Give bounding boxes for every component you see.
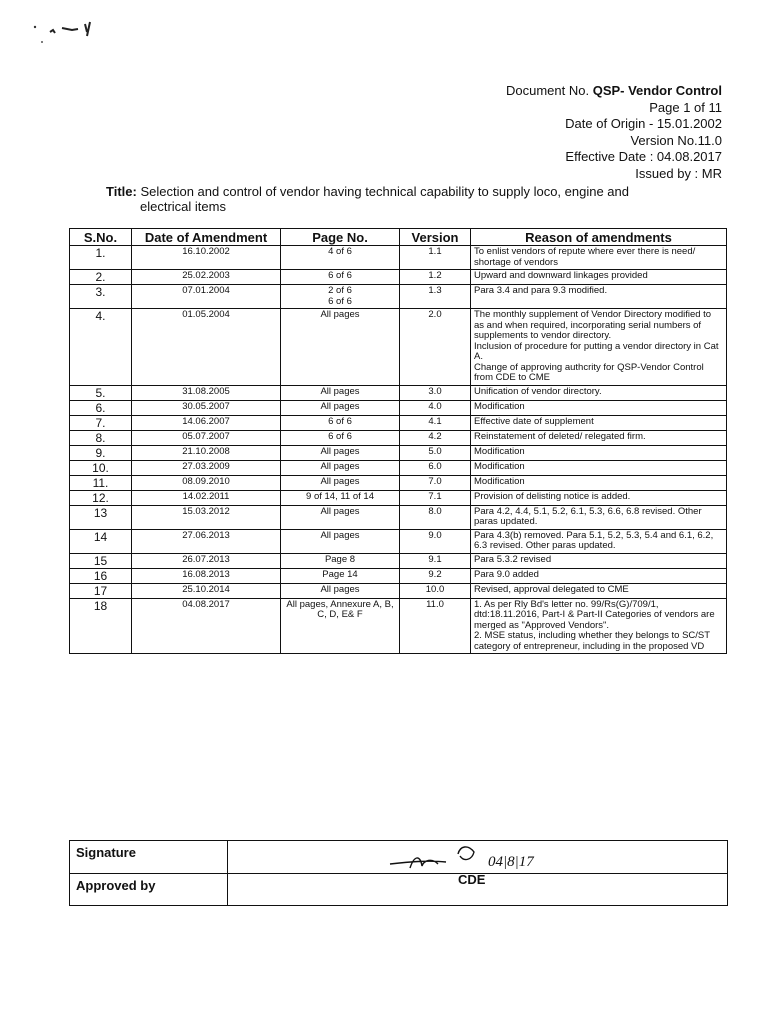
column-header-reason: Reason of amendments [471,229,727,246]
cell-page: All pages [281,400,400,415]
cell-reason: Effective date of supplement [471,415,727,430]
signature-date: 04|8|17 [488,854,534,870]
cell-page: All pages [281,583,400,598]
cell-page: All pages [281,529,400,553]
cell-sno: 13 [70,505,132,529]
signature-divider [227,841,228,905]
cell-version: 5.0 [400,445,471,460]
table-row [70,505,727,529]
cell-version: 3.0 [400,385,471,400]
table-row [70,430,727,445]
cell-page: 2 of 6 6 of 6 [281,285,400,309]
cell-date: 25.02.2003 [132,270,281,285]
cell-reason: Modification [471,400,727,415]
table-row [70,415,727,430]
cell-reason: Unification of vendor directory. [471,385,727,400]
cell-date: 21.10.2008 [132,445,281,460]
cell-version: 4.1 [400,415,471,430]
cell-page: All pages, Annexure A, B, C, D, E& F [281,598,400,654]
cell-page: Page 14 [281,568,400,583]
table-row [70,385,727,400]
cell-version: 4.2 [400,430,471,445]
cell-version: 7.1 [400,490,471,505]
cell-reason: To enlist vendors of repute where ever there is need/ shortage of vendors [471,246,727,270]
cell-reason: The monthly supplement of Vendor Directory modified to as and when required, incorporating serial numbers of supplements to vendor directory. Inclusion of procedure for putting a vendor directory in Cat A. Change of approving authcrity for QSP-Vendor Control from CDE to CME [471,309,727,386]
cell-date: 14.06.2007 [132,415,281,430]
title-line-1: Selection and control of vendor having technical capability to supply loco, engine and [136,184,629,199]
cell-reason: Modification [471,475,727,490]
cell-reason: Para 4.2, 4.4, 5.1, 5.2, 6.1, 5.3, 6.6, 6.8 revised. Other paras updated. [471,505,727,529]
cell-sno: 14 [70,529,132,553]
cell-date: 08.09.2010 [132,475,281,490]
cell-sno: 6. [70,400,132,415]
cell-sno: 2. [70,270,132,285]
cell-version: 6.0 [400,460,471,475]
cell-date: 30.05.2007 [132,400,281,415]
cell-version: 1.1 [400,246,471,270]
cell-version: 1.2 [400,270,471,285]
cell-sno: 9. [70,445,132,460]
approver-designation: CDE [458,872,486,887]
table-row [70,598,727,654]
cell-date: 01.05.2004 [132,309,281,386]
cell-reason: Para 4.3(b) removed. Para 5.1, 5.2, 5.3, 5.4 and 6.1, 6.2, 6.3 revised. Other paras updated. [471,529,727,553]
version-number: Version No.11.0 [630,132,722,148]
document-header [506,83,722,182]
table-row [70,475,727,490]
cell-version: 9.0 [400,529,471,553]
effective-date: Effective Date : 04.08.2017 [565,149,722,164]
cell-date: 27.03.2009 [132,460,281,475]
title-line-2: electrical items [140,199,226,214]
cell-date: 15.03.2012 [132,505,281,529]
cell-version: 10.0 [400,583,471,598]
cell-page: All pages [281,445,400,460]
approved-by-row [70,873,727,905]
table-row [70,270,727,285]
cell-reason: 1. As per Rly Bd's letter no. 99/Rs(G)/709/1, dtd:18.11.2016, Part-I & Part-II Categories of vendors are merged as "Approved Vendors". 2. MSE status, including whether they belongs to SC/ST category of entrepreneur, including in the proposed VD [471,598,727,654]
table-row [70,246,727,270]
cell-reason: Para 9.0 added [471,568,727,583]
cell-sno: 11. [70,475,132,490]
table-row [70,400,727,415]
column-header-date: Date of Amendment [132,229,281,246]
table-row [70,553,727,568]
column-header-page: Page No. [281,229,400,246]
cell-date: 16.08.2013 [132,568,281,583]
cell-page: All pages [281,505,400,529]
page-number: Page 1 of 11 [649,99,722,115]
cell-sno: 10. [70,460,132,475]
cell-sno: 17 [70,583,132,598]
scan-marks-decoration [30,12,120,52]
cell-page: 6 of 6 [281,415,400,430]
cell-version: 7.0 [400,475,471,490]
cell-date: 07.01.2004 [132,285,281,309]
cell-reason: Modification [471,445,727,460]
cell-date: 25.10.2014 [132,583,281,598]
cell-reason: Para 3.4 and para 9.3 modified. [471,285,727,309]
cell-sno: 8. [70,430,132,445]
cell-version: 11.0 [400,598,471,654]
cell-reason: Para 5.3.2 revised [471,553,727,568]
cell-date: 14.02.2011 [132,490,281,505]
amendment-table [69,228,727,654]
cell-date: 16.10.2002 [132,246,281,270]
title-label: Title: [106,184,137,199]
table-row [70,568,727,583]
table-row [70,490,727,505]
cell-page: Page 8 [281,553,400,568]
cell-sno: 1. [70,246,132,270]
cell-reason: Reinstatement of deleted/ relegated firm. [471,430,727,445]
cell-page: All pages [281,460,400,475]
cell-sno: 7. [70,415,132,430]
cell-version: 9.1 [400,553,471,568]
cell-version: 9.2 [400,568,471,583]
table-row [70,309,727,386]
cell-sno: 18 [70,598,132,654]
table-row [70,445,727,460]
cell-page: 4 of 6 [281,246,400,270]
cell-date: 27.06.2013 [132,529,281,553]
cell-reason: Modification [471,460,727,475]
column-header-sno: S.No. [70,229,132,246]
cell-version: 4.0 [400,400,471,415]
table-row [70,529,727,553]
cell-date: 26.07.2013 [132,553,281,568]
document-title [106,184,726,214]
signature-label: Signature [76,845,136,860]
cell-reason: Revised, approval delegated to CME [471,583,727,598]
cell-sno: 5. [70,385,132,400]
cell-page: 6 of 6 [281,430,400,445]
cell-sno: 4. [70,309,132,386]
cell-version: 8.0 [400,505,471,529]
table-row [70,583,727,598]
cell-sno: 3. [70,285,132,309]
table-row [70,460,727,475]
table-row [70,285,727,309]
cell-date: 05.07.2007 [132,430,281,445]
date-of-origin: Date of Origin - 15.01.2002 [565,116,722,131]
cell-date: 04.08.2017 [132,598,281,654]
cell-page: 9 of 14, 11 of 14 [281,490,400,505]
document-number: Document No. QSP- Vendor Control [506,83,722,98]
cell-page: All pages [281,475,400,490]
handwritten-signature [388,838,568,874]
approved-by-label: Approved by [76,878,156,893]
cell-sno: 16 [70,568,132,583]
column-header-version: Version [400,229,471,246]
cell-date: 31.08.2005 [132,385,281,400]
cell-reason: Upward and downward linkages provided [471,270,727,285]
cell-sno: 12. [70,490,132,505]
cell-page: All pages [281,385,400,400]
issued-by: Issued by : MR [635,165,722,181]
cell-sno: 15 [70,553,132,568]
cell-version: 1.3 [400,285,471,309]
cell-page: All pages [281,309,400,386]
cell-reason: Provision of delisting notice is added. [471,490,727,505]
table-header-row [70,229,727,246]
cell-page: 6 of 6 [281,270,400,285]
cell-version: 2.0 [400,309,471,386]
